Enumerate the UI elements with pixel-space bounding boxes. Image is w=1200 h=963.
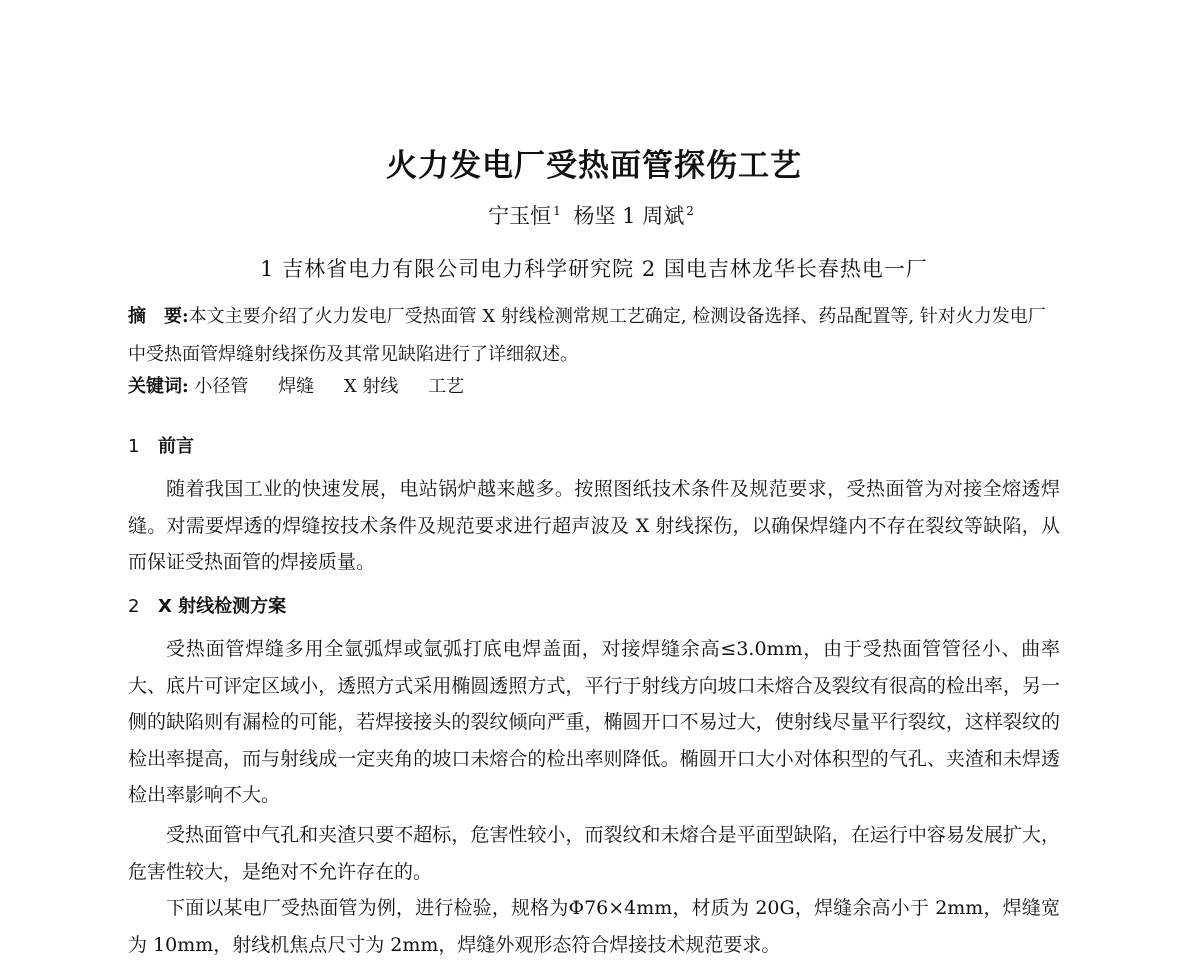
keyword: 焊缝 bbox=[278, 376, 315, 397]
affiliation-line: 1 吉林省电力有限公司电力科学研究院 2 国电吉林龙华长春热电一厂 bbox=[260, 257, 928, 281]
paper-title: 火力发电厂受热面管探伤工艺 bbox=[386, 148, 802, 184]
keyword: 小径管 bbox=[194, 376, 249, 397]
author-affiliation-mark: 2 bbox=[686, 204, 694, 218]
section-title: 前言 bbox=[158, 436, 194, 457]
section-heading bbox=[128, 592, 286, 618]
abstract-text: 本文主要介绍了火力发电厂受热面管 X 射线检测常规工艺确定, 检测设备选择、药品配置等, 针对火力发电厂中受热面管焊缝射线探伤及其常见缺陷进行了详细叙述。 bbox=[128, 306, 1046, 365]
abstract bbox=[128, 298, 1060, 374]
keywords bbox=[128, 372, 1060, 402]
keywords-label: 关键词: bbox=[128, 376, 189, 397]
paragraph: 受热面管焊缝多用全氩弧焊或氩弧打底电焊盖面，对接焊缝余高≤3.0mm，由于受热面管管径小、曲率大、底片可评定区域小，透照方式采用椭圆透照方式，平行于射线方向坡口未熔合及裂纹有很高的检出率，另一侧的缺陷则有漏检的可能，若焊接接头的裂纹倾向严重，椭圆开口不易过大，使射线尽量平行裂纹，这样裂纹的检出率提高，而与射线成一定夹角的坡口未熔合的检出率则降低。椭圆开口大小对体积型的气孔、夹渣和未焊透检出率影响不大。 bbox=[128, 638, 1060, 806]
section-number: 2 bbox=[128, 596, 140, 617]
keyword: X 射线 bbox=[343, 376, 399, 397]
abstract-label: 摘 要: bbox=[128, 306, 189, 327]
keyword: 工艺 bbox=[428, 376, 465, 397]
paragraph: 受热面管中气孔和夹渣只要不超标，危害性较小，而裂纹和未熔合是平面型缺陷，在运行中容易发展扩大，危害性较大，是绝对不允许存在的。 bbox=[128, 824, 1060, 883]
author-name: 杨坚 1 周斌 bbox=[573, 204, 685, 228]
section-heading bbox=[128, 432, 194, 458]
section-title: X 射线检测方案 bbox=[158, 596, 287, 617]
paragraph: 随着我国工业的快速发展，电站锅炉越来越多。按照图纸技术条件及规范要求，受热面管为对接全熔透焊缝。对需要焊透的焊缝按技术条件及规范要求进行超声波及 X 射线探伤，以确保焊缝内不存在裂纹等缺陷，从而保证受热面管的焊接质量。 bbox=[128, 478, 1060, 573]
author-name: 宁玉恒 bbox=[488, 204, 552, 228]
section-number: 1 bbox=[128, 436, 140, 457]
author-line bbox=[0, 200, 1188, 230]
paragraph: 下面以某电厂受热面管为例，进行检验，规格为Φ76×4mm，材质为 20G，焊缝余高小于 2mm，焊缝宽为 10mm，射线机焦点尺寸为 2mm，焊缝外观形态符合焊接技术规范要求。 bbox=[128, 897, 1060, 956]
author-affiliation-mark: 1 bbox=[553, 204, 561, 218]
